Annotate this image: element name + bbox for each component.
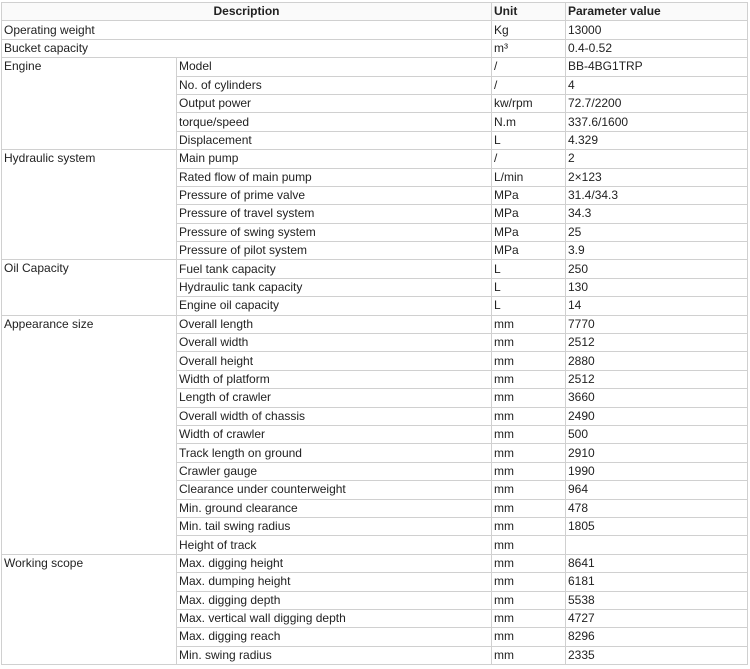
row-unit: mm [492,315,566,333]
row-item: Pressure of swing system [177,223,492,241]
spec-table-body [2,21,748,665]
row-item: Max. vertical wall digging depth [177,609,492,627]
row-value: 2 [566,150,748,168]
row-item: Min. ground clearance [177,499,492,517]
spec-table-container [1,2,748,665]
table-row [2,260,748,278]
row-item: torque/speed [177,113,492,131]
spec-table [1,2,748,665]
table-row [2,21,748,39]
row-value: 1990 [566,462,748,480]
row-unit: mm [492,334,566,352]
row-item: Length of crawler [177,389,492,407]
row-unit: / [492,150,566,168]
row-unit: L/min [492,168,566,186]
row-value: 2×123 [566,168,748,186]
row-value: 2335 [566,646,748,664]
row-item: Hydraulic tank capacity [177,278,492,296]
row-item: Overall height [177,352,492,370]
row-unit: m³ [492,39,566,57]
row-value: 964 [566,481,748,499]
group-label: Working scope [2,554,177,664]
row-item: Rated flow of main pump [177,168,492,186]
row-value: BB-4BG1TRP [566,58,748,76]
row-unit: mm [492,462,566,480]
row-value: 337.6/1600 [566,113,748,131]
group-label: Oil Capacity [2,260,177,315]
row-unit: Kg [492,21,566,39]
header-description: Description [2,3,492,21]
row-unit: mm [492,517,566,535]
row-value: 8641 [566,554,748,572]
row-label: Operating weight [2,21,492,39]
header-parameter-value: Parameter value [566,3,748,21]
row-unit: mm [492,481,566,499]
row-value: 250 [566,260,748,278]
row-unit: mm [492,407,566,425]
row-unit: mm [492,628,566,646]
row-value: 500 [566,425,748,443]
row-value: 3.9 [566,242,748,260]
row-item: Model [177,58,492,76]
row-item: Min. tail swing radius [177,517,492,535]
row-value: 0.4-0.52 [566,39,748,57]
row-unit: mm [492,646,566,664]
row-unit: mm [492,370,566,388]
row-unit: MPa [492,186,566,204]
row-value: 130 [566,278,748,296]
row-unit: mm [492,536,566,554]
row-value: 72.7/2200 [566,94,748,112]
row-value: 4727 [566,609,748,627]
row-unit: / [492,58,566,76]
row-unit: L [492,260,566,278]
row-item: Pressure of travel system [177,205,492,223]
row-value: 3660 [566,389,748,407]
row-item: No. of cylinders [177,76,492,94]
row-unit: mm [492,389,566,407]
row-unit: mm [492,352,566,370]
row-item: Max. digging height [177,554,492,572]
row-unit: mm [492,573,566,591]
row-value: 25 [566,223,748,241]
row-item: Main pump [177,150,492,168]
row-item: Pressure of prime valve [177,186,492,204]
row-unit: L [492,297,566,315]
row-value: 4.329 [566,131,748,149]
table-row [2,554,748,572]
row-value: 7770 [566,315,748,333]
row-unit: MPa [492,205,566,223]
row-value [566,536,748,554]
row-unit: L [492,131,566,149]
row-item: Engine oil capacity [177,297,492,315]
row-item: Crawler gauge [177,462,492,480]
row-unit: kw/rpm [492,94,566,112]
row-item: Width of platform [177,370,492,388]
table-row [2,150,748,168]
row-value: 2512 [566,334,748,352]
row-item: Track length on ground [177,444,492,462]
table-row [2,39,748,57]
row-item: Max. digging depth [177,591,492,609]
row-item: Overall length [177,315,492,333]
group-label: Appearance size [2,315,177,554]
table-row [2,315,748,333]
header-unit: Unit [492,3,566,21]
row-value: 8296 [566,628,748,646]
row-value: 14 [566,297,748,315]
row-value: 478 [566,499,748,517]
row-value: 1805 [566,517,748,535]
row-unit: mm [492,591,566,609]
row-value: 2910 [566,444,748,462]
group-label: Engine [2,58,177,150]
row-item: Max. dumping height [177,573,492,591]
row-item: Max. digging reach [177,628,492,646]
row-value: 2512 [566,370,748,388]
row-value: 2490 [566,407,748,425]
header-row [2,3,748,21]
row-unit: MPa [492,242,566,260]
row-item: Output power [177,94,492,112]
row-item: Overall width [177,334,492,352]
row-unit: mm [492,554,566,572]
row-item: Displacement [177,131,492,149]
row-item: Pressure of pilot system [177,242,492,260]
row-value: 6181 [566,573,748,591]
row-unit: mm [492,444,566,462]
row-unit: mm [492,499,566,517]
row-value: 5538 [566,591,748,609]
row-unit: L [492,278,566,296]
row-label: Bucket capacity [2,39,492,57]
group-label: Hydraulic system [2,150,177,260]
row-unit: / [492,76,566,94]
row-value: 4 [566,76,748,94]
row-unit: mm [492,425,566,443]
row-item: Width of crawler [177,425,492,443]
row-unit: N.m [492,113,566,131]
row-item: Fuel tank capacity [177,260,492,278]
row-value: 2880 [566,352,748,370]
table-row [2,58,748,76]
row-value: 31.4/34.3 [566,186,748,204]
row-item: Clearance under counterweight [177,481,492,499]
row-unit: MPa [492,223,566,241]
row-unit: mm [492,609,566,627]
row-item: Overall width of chassis [177,407,492,425]
row-value: 34.3 [566,205,748,223]
row-item: Min. swing radius [177,646,492,664]
row-value: 13000 [566,21,748,39]
row-item: Height of track [177,536,492,554]
